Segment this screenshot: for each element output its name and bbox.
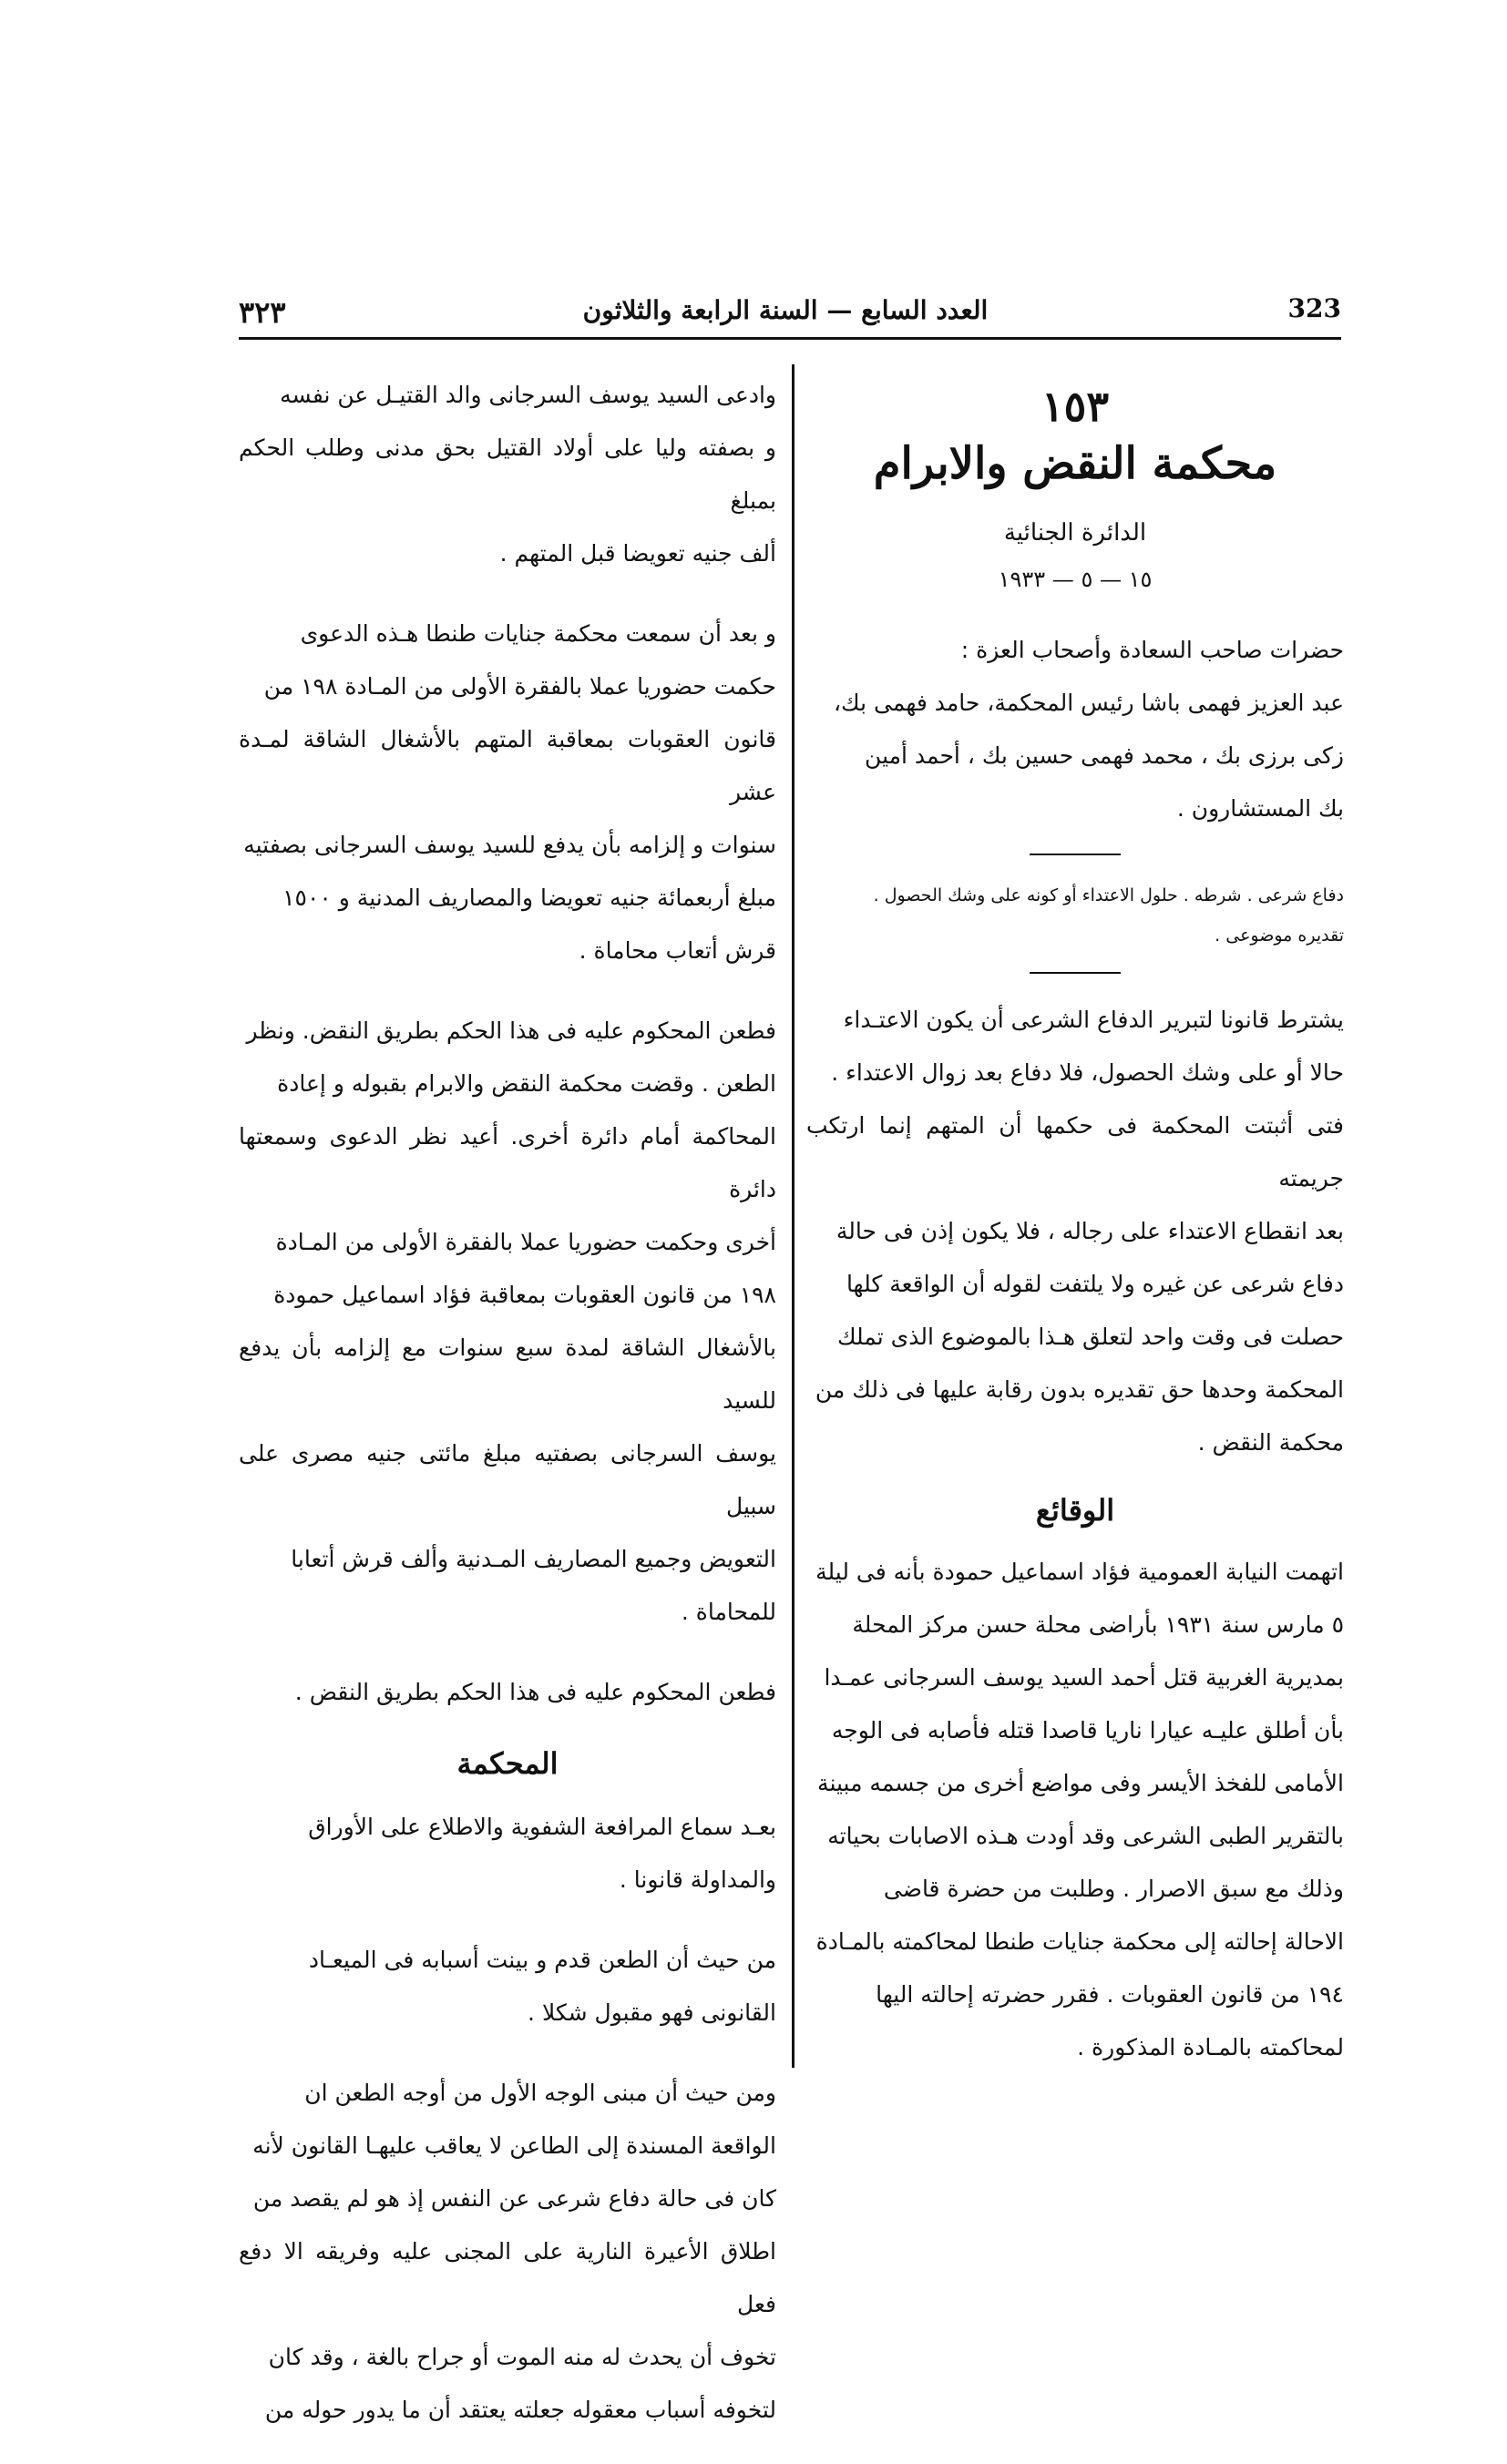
judges-line: بك المستشارون . <box>1176 795 1344 822</box>
paragraph <box>239 1801 776 1907</box>
text-line: قرش أتعاب محاماة . <box>579 937 776 964</box>
text-line: والمداولة قانونا . <box>619 1866 776 1893</box>
text-line: يوسف السرجانى بصفتيه مبلغ مائتى جنيه مصرى على سبيل <box>239 1440 776 1519</box>
facts-line: ٥ مارس سنة ١٩٣١ بأراضى محلة حسن مركز المحلة <box>852 1611 1344 1638</box>
page-number-latin: 323 <box>1287 293 1341 323</box>
principle-line: يشترط قانونا لتبرير الدفاع الشرعى أن يكون الاعتـداء <box>843 1007 1344 1033</box>
text-line: قانون العقوبات بمعاقبة المتهم بالأشغال الشاقة لمـدة عشر <box>239 726 776 805</box>
text-line: من حيث أن الطعن قدم و بينت أسبابه فى الميعـاد <box>308 1947 776 1973</box>
text-line: فطعن المحكوم عليه فى هذا الحكم بطريق النقض . <box>294 1679 776 1705</box>
text-line: التعويض وجميع المصاريف المـدنية وألف قرش أتعابا <box>291 1546 776 1572</box>
principle-line: المحكمة وحدها حق تقديره بدون رقابة عليها فى ذلك من <box>815 1376 1344 1403</box>
facts-line: اتهمت النيابة العمومية فؤاد اسماعيل حمودة بأنه فى ليلة <box>815 1559 1344 1585</box>
text-line: سنوات و إلزامه بأن يدفع للسيد يوسف السرجانى بصفتيه <box>243 832 776 858</box>
text-line: ومن حيث أن مبنى الوجه الأول من أوجه الطعن ان <box>304 2080 776 2106</box>
right-column <box>806 369 1344 2074</box>
keywords-block <box>806 875 1344 956</box>
section-rule <box>1030 972 1121 974</box>
text-line: و بعد أن سمعت محكمة جنايات طنطا هـذه الدعوى <box>300 620 776 647</box>
judges-block <box>806 624 1344 835</box>
case-number: ١٥٣ <box>1041 382 1110 431</box>
facts-heading: الوقائع <box>1035 1493 1115 1528</box>
text-line: بالأشغال الشاقة لمدة سبع سنوات مع إلزامه بأن يدفع للسيد <box>239 1334 776 1414</box>
principle-line: حصلت فى وقت واحد لتعلق هـذا بالموضوع الذى تملك <box>836 1324 1344 1350</box>
text-line: تخوف أن يحدث له منه الموت أو جراح بالغة ، وقد كان <box>268 2344 776 2370</box>
facts-line: لمحاكمته بالمـادة المذكورة . <box>1077 2034 1344 2060</box>
facts-line: الاحالة إحالته إلى محكمة جنايات طنطا لمحاكمته بالمـادة <box>815 1928 1344 1955</box>
paragraph <box>239 369 776 580</box>
text-line: المحاكمة أمام دائرة أخرى. أعيد نظر الدعوى وسمعتها دائرة <box>239 1123 776 1202</box>
principle-line: فتى أثبتت المحكمة فى حكمها أن المتهم إنما ارتكب جريمته <box>806 1112 1344 1191</box>
circuit-label: الدائرة الجنائية <box>1003 519 1147 547</box>
text-line: للمحاماة . <box>681 1599 776 1625</box>
facts-block <box>806 1546 1344 2074</box>
keywords-line: تقديره موضوعى . <box>1215 925 1344 946</box>
text-line: ١٩٨ من قانون العقوبات بمعاقبة فؤاد اسماعيل حمودة <box>273 1282 776 1308</box>
facts-line: الأمامى للفخذ الأيسر وفى مواضع أخرى من جسمه مبينة <box>817 1770 1344 1796</box>
judgment-date: ١٥ — ٥ — ١٩٣٣ <box>998 567 1153 592</box>
paragraph <box>239 1934 776 2040</box>
facts-line: ١٩٤ من قانون العقوبات . فقرر حضرته إحالته اليها <box>876 1981 1344 2008</box>
text-line: فطعن المحكوم عليه فى هذا الحكم بطريق النقض. ونظر <box>246 1017 776 1044</box>
facts-line: وذلك مع سبق الاصرار . وطلبت من حضرة قاضى <box>883 1876 1344 1902</box>
running-header <box>239 290 1341 330</box>
text-line: بعـد سماع المرافعة الشفوية والاطلاع على الأوراق <box>308 1814 776 1840</box>
judges-line: زكى برزى بك ، محمد فهمى حسين بك ، أحمد أمين <box>865 742 1344 769</box>
text-line: و بصفته وليا على أولاد القتيل بحق مدنى وطلب الحكم بمبلغ <box>239 435 776 514</box>
text-line: وادعى السيد يوسف السرجانى والد القتيـل عن نفسه <box>280 382 776 408</box>
header-rule <box>239 337 1341 340</box>
paragraph <box>239 2067 776 2437</box>
text-line: الطعن . وقضت محكمة النقض والابرام بقبوله و إعادة <box>277 1070 776 1097</box>
principle-line: دفاع شرعى عن غيره ولا يلتفت لقوله أن الواقعة كلها <box>846 1271 1344 1297</box>
page-number-arabic: ٣٢٣ <box>239 295 286 330</box>
principle-line: حالا أو على وشك الحصول، فلا دفاع بعد زوال الاعتداء . <box>831 1059 1344 1086</box>
paragraph <box>239 1666 776 1719</box>
column-divider <box>792 364 795 2068</box>
facts-line: بالتقرير الطبى الشرعى وقد أودت هـذه الاصابات بحياته <box>827 1823 1344 1849</box>
keywords-line: دفاع شرعى . شرطه . حلول الاعتداء أو كونه على وشك الحصول . <box>873 885 1344 905</box>
section-rule <box>1030 854 1121 855</box>
facts-line: بأن أطلق عليـه عيارا ناريا قاصدا قتله فأصابه فى الوجه <box>831 1717 1344 1743</box>
judges-intro: حضرات صاحب السعادة وأصحاب العزة : <box>960 637 1344 663</box>
running-title: العدد السابع — السنة الرابعة والثلاثون <box>582 295 989 325</box>
text-line: اطلاق الأعيرة النارية على المجنى عليه وفريقه الا دفع فعل <box>239 2238 776 2317</box>
text-line: أخرى وحكمت حضوريا عملا بالفقرة الأولى من المـادة <box>275 1229 776 1255</box>
text-line: مبلغ أربعمائة جنيه تعويضا والمصاريف المدنية و ١٥٠٠ <box>282 884 776 911</box>
text-line: كان فى حالة دفاع شرعى عن النفس إذ هو لم يقصد من <box>252 2185 776 2212</box>
text-line: حكمت حضوريا عملا بالفقرة الأولى من المـادة ١٩٨ من <box>263 673 776 700</box>
court-title: محكمة النقض والابرام <box>873 438 1277 489</box>
paragraph <box>239 608 776 977</box>
principle-line: محكمة النقض . <box>1197 1429 1344 1456</box>
text-line: لتخوفه أسباب معقوله جعلته يعتقد أن ما يدور حوله من <box>264 2397 776 2423</box>
judges-line: عبد العزيز فهمى باشا رئيس المحكمة، حامد فهمى بك، <box>833 690 1344 716</box>
legal-principle <box>806 994 1344 1469</box>
text-line: ألف جنيه تعويضا قبل المتهم . <box>499 540 776 567</box>
text-line: الواقعة المسندة إلى الطاعن لا يعاقب عليهـا القانون لأنه <box>252 2132 776 2159</box>
left-column <box>239 369 776 2464</box>
text-line: القانونى فهو مقبول شكلا . <box>528 1999 776 2026</box>
paragraph <box>239 1005 776 1639</box>
court-section-heading: المحكمة <box>456 1746 559 1781</box>
principle-line: بعد انقطاع الاعتداء على رجاله ، فلا يكون إذن فى حالة <box>836 1218 1344 1244</box>
facts-line: بمديرية الغربية قتل أحمد السيد يوسف السرجانى عمـدا <box>824 1664 1344 1691</box>
